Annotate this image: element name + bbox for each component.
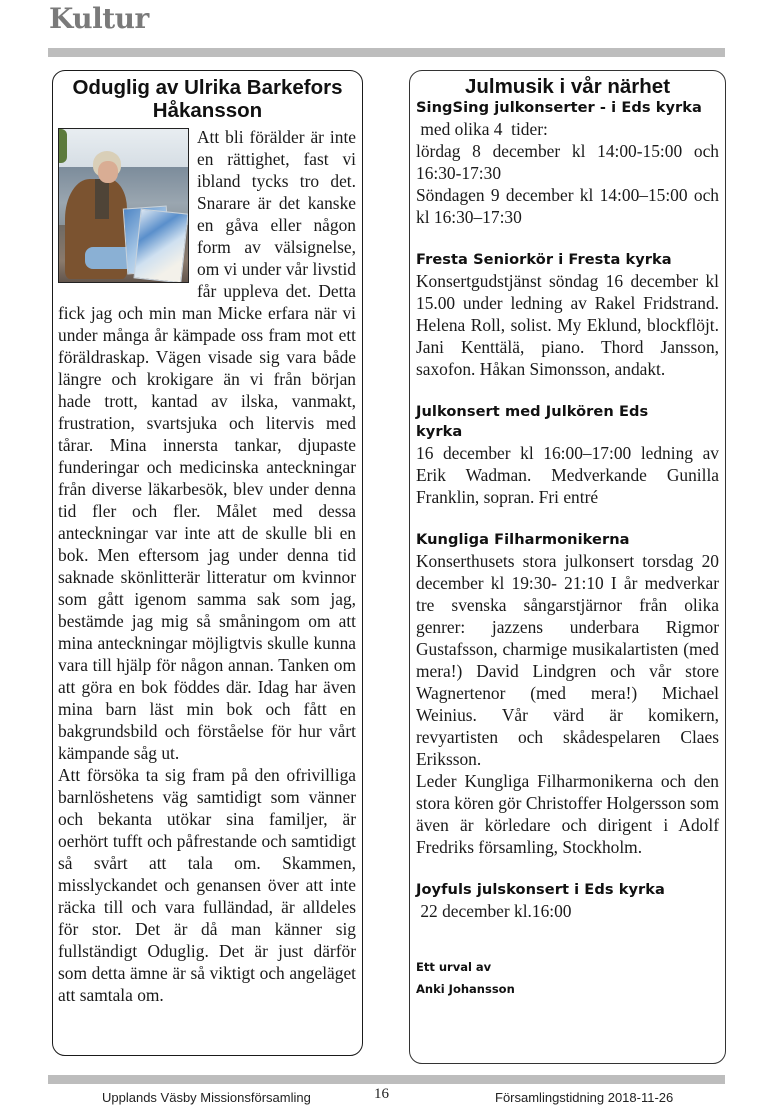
photo-leaves xyxy=(59,129,67,163)
event-line: Konsertgudstjänst söndag 16 december kl 15.00 under ledning av Rakel Fridstrand. Helena Roll, solist. My Eklund, blockflöjt. Jani Kenttälä, piano. Thord Jansson, saxofon. Håkan Simonsson, andakt. xyxy=(416,271,719,379)
signature-name: Anki Johansson xyxy=(416,982,515,996)
signature-line: Ett urval av xyxy=(416,960,492,974)
footer-publication: Församlingstidning 2018-11-26 xyxy=(495,1090,674,1105)
event-line: med olika 4 tider: xyxy=(416,119,548,139)
event-line: Söndagen 9 december kl 14:00–15:00 och kl 16:30–17:30 xyxy=(416,185,719,227)
book-review-title-line1: Oduglig av Ulrika Barkefors xyxy=(72,76,343,99)
photo-book-front xyxy=(133,209,188,283)
book-review-title xyxy=(57,76,358,122)
author-photo xyxy=(58,128,189,283)
event-title: SingSing julkonserter - i Eds kyrka xyxy=(416,99,702,116)
header-divider xyxy=(48,48,725,57)
event-item xyxy=(416,880,719,922)
event-line: Konserthusets stora julkonsert torsdag 20 december kl 19:30- 21:10 I år medverkar tre svenska sångarstjärnor från olika genrer: jazzens underbara Rigmor Gustafsson, charmige musikalartisten (med mera!) David Lindgren och vår store Wagnertenor (med mera!) Michael Weinius. Vår värd är komikern, revyartisten och skådespelaren Claes Eriksson. xyxy=(416,551,719,769)
section-title: Kultur xyxy=(49,2,149,35)
event-title: Kungliga Filharmonikerna xyxy=(416,531,630,548)
event-item xyxy=(416,530,719,858)
article-paragraph: Att försöka ta sig fram på den ofrivilliga barnlöshetens väg samtidigt som vänner och bekanta utökar sina familjer, är oerhört tufft och påfrestande och samtidigt så svårt att tala om. Skammen, misslyckandet och genansen över att inte räcka till och vara fulländad, är alldeles för stor. Det är då man känner sig fullständigt Oduglig. Det är just därför som detta ämne är så viktigt och angeläget att samtala om. xyxy=(58,765,356,1005)
photo-sky xyxy=(59,129,188,169)
photo-person-face xyxy=(98,161,118,183)
book-review-title-line2: Håkansson xyxy=(152,99,263,122)
footer-divider xyxy=(48,1075,725,1084)
event-line: 22 december kl.16:00 xyxy=(416,901,572,921)
event-item xyxy=(416,250,719,380)
event-title: Joyfuls julskonsert i Eds kyrka xyxy=(416,881,665,898)
book-review-box xyxy=(52,70,363,1056)
book-review-article xyxy=(58,126,356,1006)
event-item xyxy=(416,98,719,228)
christmas-music-box xyxy=(409,70,726,1064)
article-paragraph: Att bli förälder är inte en rättighet, fast vi ibland tycks tro det. Snarare är det kanske en gåva eller någon form av välsignelse, om vi under vår livstid får uppleva det. Detta fick jag och min man Micke erfara när vi under många år kämpade oss fram mot ett föräldraskap. Vägen visade sig vara både längre och krokigare än vi från början hade trott, kantad av ilska, vanmakt, frustration, svartsjuka och litervis med tårar. Mina innersta tankar, djupaste funderingar och medicinska anteckningar från diverse läkarbesök, blev under denna tid fler och fler. Målet med dessa anteckningar var inte att de skulle bli en bok. Men eftersom jag under denna tid saknade skönlitterär litteratur om kvinnor som gått igenom samma sak som jag, bestämde jag mig så småningom om att mina anteckningar möjligtvis skulle kunna vara till hjälp för någon annan. Tanken om att göra en bok föddes där. Idag har även mina barn läst min bok och fått en bakgrundsbild och förståelse för hur vårt kämpande såg ut. xyxy=(58,127,356,763)
event-line: lördag 8 december kl 14:00-15:00 och 16:30-17:30 xyxy=(416,141,719,183)
event-line: 16 december kl 16:00–17:00 ledning av Erik Wadman. Medverkande Gunilla Franklin, sopran. Fri entré xyxy=(416,443,719,507)
event-title: Julkonsert med Julkören Eds kyrka xyxy=(416,403,649,440)
christmas-music-title: Julmusik i vår närhet xyxy=(464,75,671,98)
photo-person-scarf xyxy=(95,179,109,219)
footer-organization: Upplands Väsby Missionsförsamling xyxy=(102,1090,311,1105)
page-number: 16 xyxy=(374,1086,389,1102)
event-line: Leder Kungliga Filharmonikerna och den stora kören gör Christoffer Holgersson som även är körledare och dirigent i Adolf Fredriks församling, Stockholm. xyxy=(416,771,719,857)
event-title: Fresta Seniorkör i Fresta kyrka xyxy=(416,251,672,268)
event-item xyxy=(416,402,719,508)
